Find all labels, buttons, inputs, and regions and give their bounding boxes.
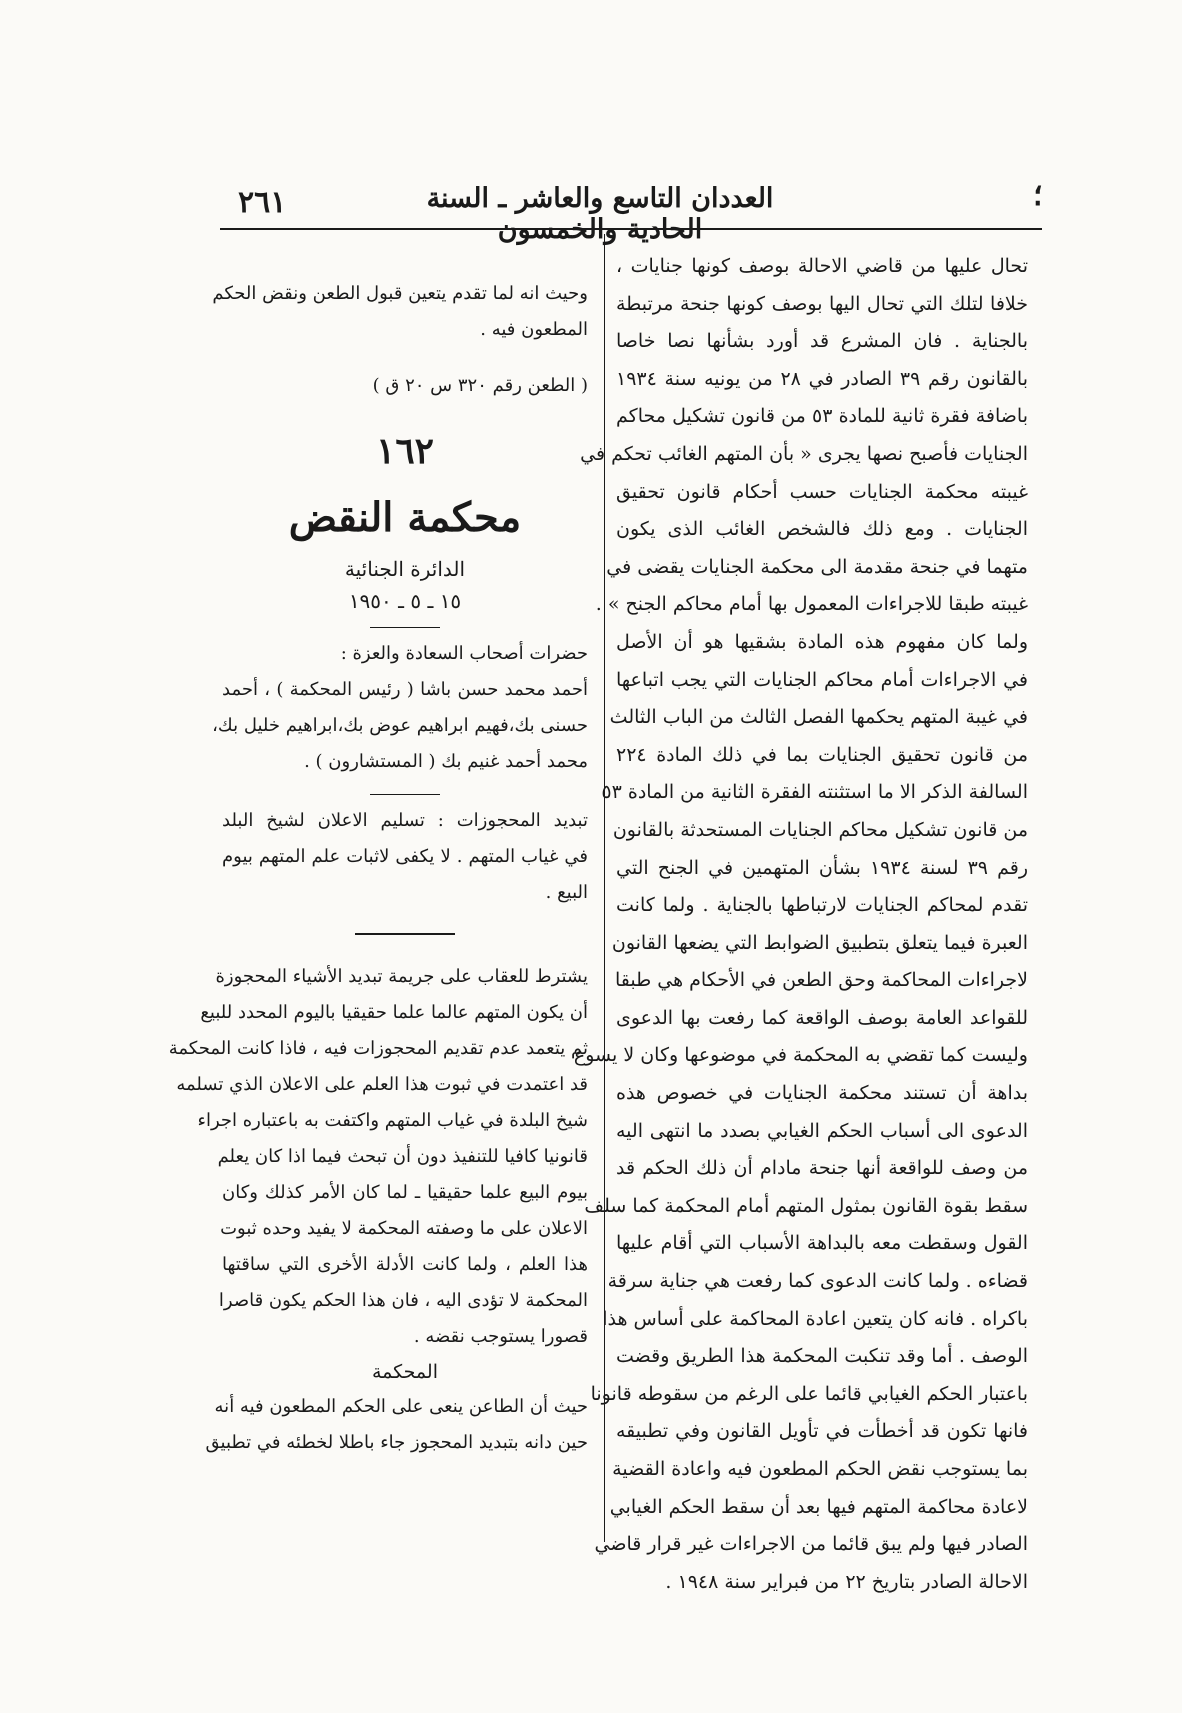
text-line: لاعادة محاكمة المتهم فيها بعد أن سقط الحكم الغيابي [609, 1495, 1028, 1518]
corner-mark: ؛ [1033, 178, 1043, 213]
text-line: سقط بقوة القانون بمثول المتهم أمام المحكمة كما سلف [584, 1194, 1028, 1217]
decision-date: ١٥ ـ ٥ ـ ١٩٥٠ [348, 589, 462, 613]
text-line: في غيبة المتهم يحكمها الفصل الثالث من الباب الثالث [609, 706, 1028, 729]
header-rule [220, 228, 1042, 230]
text-line: باكراه . فانه كان يتعين اعادة المحاكمة على أساس هذا [602, 1307, 1028, 1330]
text-line: أن يكون المتهم عالما علما حقيقيا باليوم المحدد للبيع [200, 1002, 588, 1023]
text-line: بداهة أن تستند محكمة الجنايات في خصوص هذه [616, 1082, 1028, 1105]
court-reasoning [205, 1389, 588, 1461]
text-line: الجنايات فأصبح نصها يجرى « بأن المتهم الغائب تحكم في [580, 442, 1028, 465]
text-line: أحمد محمد حسن باشا ( رئيس المحكمة ) ، أحمد [222, 679, 588, 700]
case-summary [222, 803, 588, 911]
case-number: ١٦٢ [375, 430, 434, 472]
text-line: قد اعتمدت في ثبوت هذا العلم على الاعلان الذي تسلمه [176, 1074, 588, 1095]
appeal-reference: ( الطعن رقم ٣٢٠ س ٢٠ ق ) [372, 375, 588, 396]
text-line: رقم ٣٩ لسنة ١٩٣٤ بشأن المتهمين في الجنح التي [616, 856, 1028, 879]
text-line: المحكمة لا تؤدى اليه ، فان هذا الحكم يكون قاصرا [218, 1290, 588, 1311]
text-line: العبرة فيما يتعلق بتطبيق الضوابط التي يضعها القانون [611, 931, 1028, 954]
text-line: من قانون تحقيق الجنايات بما في ذلك المادة ٢٢٤ [616, 743, 1028, 766]
text-line: حيث أن الطاعن ينعى على الحكم المطعون فيه أنه [214, 1396, 588, 1417]
text-line: البيع . [545, 882, 588, 903]
closing-paragraph [212, 276, 588, 348]
text-line: تحال عليها من قاضي الاحالة بوصف كونها جنايات ، [616, 255, 1028, 277]
text-line: الجنايات . ومع ذلك فالشخص الغائب الذى يكون [616, 518, 1028, 541]
text-line: من قانون تشكيل محاكم الجنايات المستحدثة بالقانون [612, 818, 1028, 841]
text-line: بالقانون رقم ٣٩ الصادر في ٢٨ من يونيه سنة ١٩٣٤ [616, 367, 1028, 390]
right-column [573, 248, 1028, 1601]
divider [355, 933, 455, 935]
left-column [168, 276, 588, 1461]
text-line: المطعون فيه . [480, 319, 588, 340]
text-line: قضاءه . ولما كانت الدعوى كما رفعت هي جناية سرقة [607, 1270, 1028, 1293]
page-number: ٢٦١ [238, 185, 287, 220]
running-title: العددان التاسع والعاشر ـ السنة الحادية والخمسون [426, 183, 774, 245]
text-line: الصادر فيها ولم يبق قائما من الاجراءات غير قرار قاضي [594, 1533, 1028, 1556]
text-line: باضافة فقرة ثانية للمادة ٥٣ من قانون تشكيل محاكم [616, 405, 1028, 428]
text-line: تقدم لمحاكم الجنايات لارتباطها بالجناية . ولما كانت [616, 894, 1028, 917]
column-divider [604, 234, 605, 1542]
divider [370, 794, 440, 795]
text-line: من وصف للواقعة أنها جنحة مادام أن ذلك الحكم قد [616, 1157, 1028, 1180]
section-title: المحكمة [372, 1361, 438, 1383]
text-line: القول وسقطت معه بالبداهة الأسباب التي أقام عليها [616, 1232, 1028, 1255]
divider [370, 627, 440, 628]
text-line: للقواعد العامة بوصف الواقعة كما رفعت بها الدعوى [616, 1006, 1028, 1029]
text-line: هذا العلم ، ولما كانت الأدلة الأخرى التي ساقتها [222, 1254, 588, 1275]
text-line: يشترط للعقاب على جريمة تبديد الأشياء المحجوزة [215, 966, 588, 987]
text-line: في غياب المتهم . لا يكفى لاثبات علم المتهم بيوم [222, 846, 588, 867]
text-line: ثم يتعمد عدم تقديم المحجوزات فيه ، فاذا كانت المحكمة [168, 1038, 588, 1059]
text-line: فانها تكون قد أخطأت في تأويل القانون وفي تطبيقه [616, 1420, 1028, 1443]
panel-heading: حضرات أصحاب السعادة والعزة : [340, 643, 588, 664]
text-line: الاحالة الصادر بتاريخ ٢٢ من فبراير سنة ١٩٤٨ . [665, 1570, 1028, 1593]
text-line: متهما في جنحة مقدمة الى محكمة الجنايات يقضى في [606, 555, 1028, 578]
text-line: وحيث انه لما تقدم يتعين قبول الطعن ونقض الحكم [212, 283, 588, 304]
text-line: قصورا يستوجب نقضه . [413, 1326, 588, 1347]
text-line: السالفة الذكر الا ما استثنته الفقرة الثانية من المادة ٥٣ [601, 781, 1028, 804]
panel-members [212, 672, 588, 780]
text-line: في الاجراءات أمام محاكم الجنايات التي يجب اتباعها [616, 668, 1028, 691]
text-line: وليست كما تقضي به المحكمة في موضوعها وكان لا يسوغ [573, 1044, 1028, 1067]
text-line: بيوم البيع علما حقيقيا ـ لما كان الأمر كذلك وكان [222, 1182, 588, 1203]
text-line: غيبته طبقا للاجراءات المعمول بها أمام محاكم الجنح » . [595, 593, 1028, 616]
text-line: بما يستوجب نقض الحكم المطعون فيه واعادة القضية [612, 1458, 1028, 1480]
legal-principle [168, 959, 588, 1355]
circuit-name: الدائرة الجنائية [344, 557, 466, 581]
text-line: حسنى بك،فهيم ابراهيم عوض بك،ابراهيم خليل بك، [212, 715, 588, 736]
text-line: بالجناية . فان المشرع قد أورد بشأنها نصا خاصا [616, 330, 1028, 353]
text-line: قانونيا كافيا للتنفيذ دون أن تبحث فيما اذا كان يعلم [217, 1146, 588, 1167]
text-line: شيخ البلدة في غياب المتهم واكتفت به باعتباره اجراء [197, 1110, 588, 1131]
text-line: حين دانه بتبديد المحجوز جاء باطلا لخطئه في تطبيق [205, 1432, 588, 1453]
text-line: تبديد المحجوزات : تسليم الاعلان لشيخ البلد [222, 810, 588, 831]
text-line: ولما كان مفهوم هذه المادة بشقيها هو أن الأصل [616, 630, 1028, 653]
text-line: الدعوى الى أسباب الحكم الغيابي بصدد ما انتهى اليه [616, 1119, 1028, 1142]
text-line: لاجراءات المحاكمة وحق الطعن في الأحكام هي طبقا [614, 969, 1028, 992]
text-line: باعتبار الحكم الغيابي قائما على الرغم من سقوطه قانونا [590, 1382, 1028, 1405]
text-line: خلافا لتلك التي تحال اليها بوصف كونها جنحة مرتبطة [616, 292, 1028, 315]
text-line: الوصف . أما وقد تنكبت المحكمة هذا الطريق وقضت [616, 1345, 1028, 1368]
court-name: محكمة النقض [288, 494, 522, 541]
text-line: غيبته محكمة الجنايات حسب أحكام قانون تحقيق [616, 480, 1028, 503]
text-line: الاعلان على ما وصفته المحكمة لا يفيد وحده ثبوت [220, 1218, 588, 1239]
text-line: محمد أحمد غنيم بك ( المستشارون ) . [304, 751, 588, 772]
